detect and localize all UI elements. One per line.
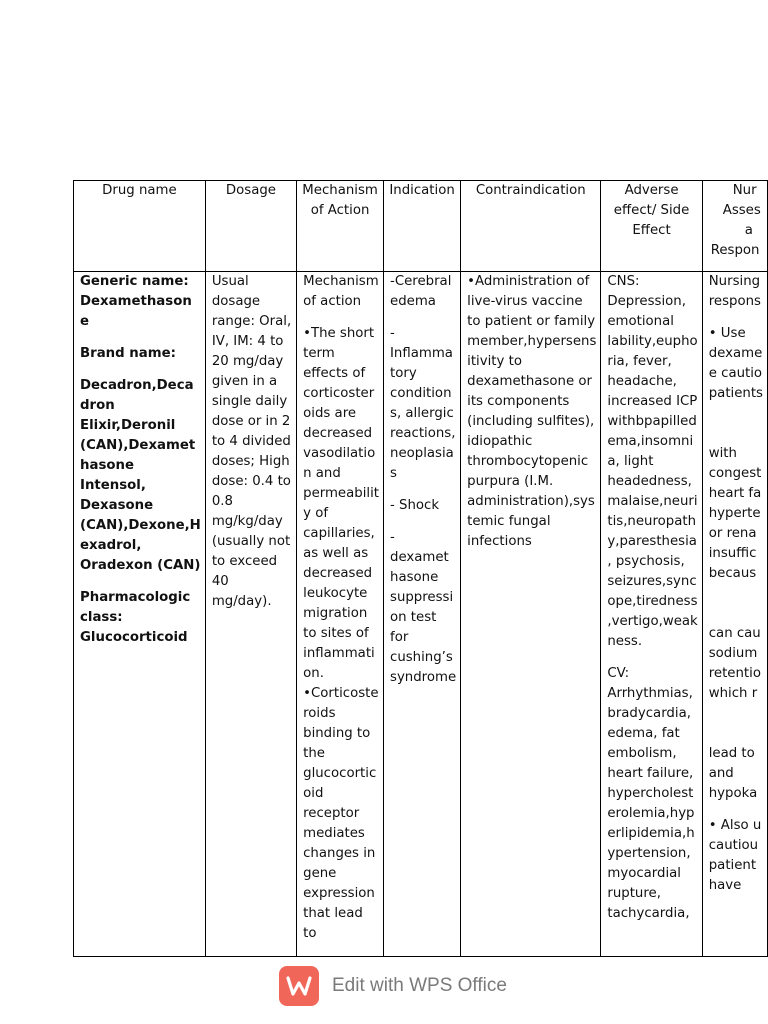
- nursing-line: cautiou: [708, 838, 759, 853]
- cell-adverse-effect: [601, 272, 702, 957]
- header-drug-name: Drug name: [74, 181, 206, 272]
- header-dosage: Dosage: [205, 181, 296, 272]
- cv-effects: Arrhythmias, bradycardia, edema, fat embolism, heart failure, hypercholest erolemia,hyp erlipidemia,h ypertension, myocardial rupture, tachycardia,: [607, 686, 695, 921]
- indication-item: - dexamet hasone suppressi on test for cushing’s syndrome: [390, 530, 457, 685]
- nursing-line: respons: [708, 294, 761, 309]
- nursing-line: with: [708, 446, 737, 461]
- nursing-line: congest: [708, 466, 762, 481]
- indication-item: -Cerebral edema: [390, 274, 452, 309]
- nursing-line: Nursing: [708, 274, 761, 289]
- nursing-line: patient: [708, 858, 757, 873]
- header-nursing-line: Asses: [722, 203, 761, 218]
- header-nursing-line: a: [744, 223, 753, 238]
- nursing-line: have: [708, 878, 742, 893]
- mechanism-point: •The short term effects of corticoster oids are decreased vasodilatio n and permeabilit y of capillaries, as well as decreased leukocyte migration to sites of inflammati on.: [303, 326, 379, 681]
- generic-name-value: Dexamethason e: [80, 294, 192, 329]
- table-header-row: [74, 181, 768, 272]
- wps-logo-icon: [279, 966, 319, 1006]
- table-body-row: [74, 272, 768, 957]
- nursing-line: and: [708, 766, 734, 781]
- cell-indication: [384, 272, 461, 957]
- nursing-line: e cautio: [708, 366, 763, 381]
- nursing-line: • Use: [708, 326, 746, 341]
- cns-label: CNS:: [607, 274, 640, 289]
- mechanism-point: •Corticoste roids binding to the glucocortic oid receptor mediates changes in gene expression that lead to: [303, 686, 379, 941]
- nursing-text: [703, 272, 767, 896]
- indication-item: - Shock: [390, 498, 440, 513]
- nursing-line: can cau: [708, 626, 761, 641]
- wps-watermark[interactable]: [279, 965, 507, 1007]
- brand-name-value: Decadron,Deca dron Elixir,Deronil (CAN),Dexamet hasone Intensol, Dexasone (CAN),Dexone,H exadrol, Oradexon (CAN): [80, 378, 201, 573]
- pharmacologic-class-label: Pharmacologic class:: [80, 590, 191, 625]
- nursing-line: lead to: [708, 746, 755, 761]
- nursing-line: patients: [708, 386, 763, 401]
- header-contraindication: Contraindication: [461, 181, 601, 272]
- nursing-line: insuffic: [708, 546, 757, 561]
- drug-study-table: [73, 180, 768, 957]
- nursing-line: hypoka: [708, 786, 758, 801]
- watermark-label: Edit with WPS Office: [332, 975, 507, 996]
- header-nursing-line: Respon: [710, 243, 760, 258]
- contraindication-text: •Administration of live-virus vaccine to patient or family member,hypersens itivity to dexamethasone or its components (including sulfites), idiopathic thrombocytopenic purpura (I.M. administration),sys temic fungal infections: [467, 274, 597, 549]
- header-nursing-line: Nur: [732, 183, 757, 198]
- header-mechanism: Mechanism of Action: [297, 181, 384, 272]
- nursing-line: dexame: [708, 346, 763, 361]
- nursing-line: heart fa: [708, 486, 762, 501]
- header-indication: Indication: [384, 181, 461, 272]
- cell-drug-name: [74, 272, 206, 957]
- nursing-line: hyperte: [708, 506, 761, 521]
- header-adverse-effect: Adverse effect/ Side Effect: [601, 181, 702, 272]
- generic-name-label: Generic name:: [80, 274, 189, 289]
- nursing-line: • Also u: [708, 818, 762, 833]
- cell-dosage: [205, 272, 296, 957]
- cell-contraindication: [461, 272, 601, 957]
- cv-label: CV:: [607, 666, 630, 681]
- header-nursing-assessment: [702, 181, 767, 272]
- cns-effects: Depression, emotional lability,eupho ria, fever, headache, increased ICP withbpapilled ema,insomni a, light headedness, malaise,neuri tis,neuropath y,paresthesia , psychosis, seizures,sync ope,tiredness ,vertigo,weak ness.: [607, 294, 698, 649]
- nursing-line: which r: [708, 686, 758, 701]
- mechanism-heading: Mechanism of action: [303, 274, 379, 309]
- nursing-line: or rena: [708, 526, 757, 541]
- brand-name-label: Brand name:: [80, 346, 176, 361]
- indication-item: - Inflamma tory condition s, allergic reactions, neoplasia s: [390, 326, 456, 481]
- cell-nursing: [702, 272, 767, 957]
- nursing-line: becaus: [708, 566, 757, 581]
- pharmacologic-class-value: Glucocorticoid: [80, 630, 188, 645]
- nursing-line: sodium: [708, 646, 758, 661]
- cell-mechanism: [297, 272, 384, 957]
- nursing-line: retentio: [708, 666, 761, 681]
- dosage-text: Usual dosage range: Oral, IV, IM: 4 to 20 mg/day given in a single daily dose or in 2 to 4 divided doses; High dose: 0.4 to 0.8 mg/kg/day (usually not to exceed 40 mg/day).: [211, 274, 292, 609]
